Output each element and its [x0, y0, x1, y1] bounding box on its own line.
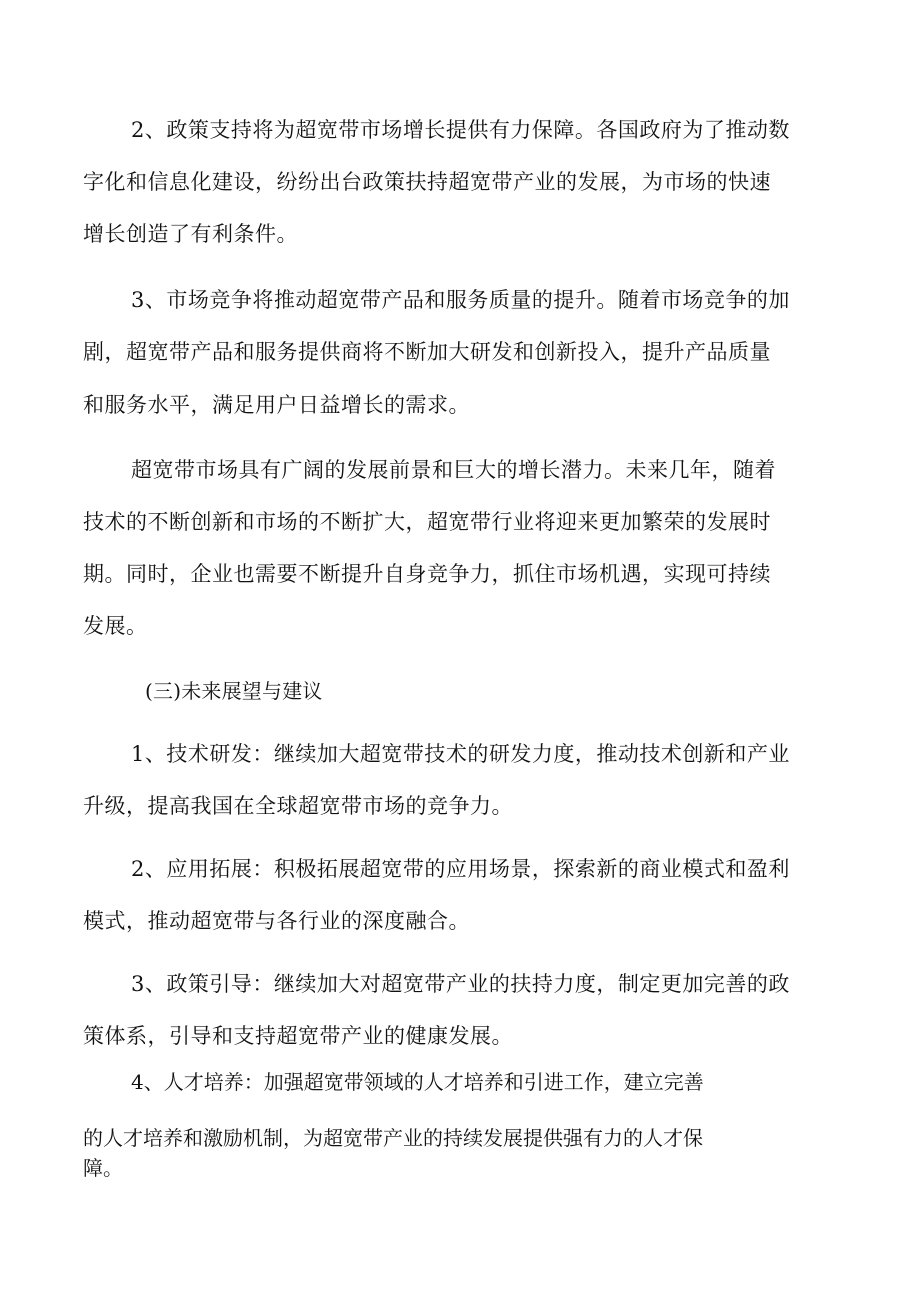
paragraph-3-line-2: 技术的不断创新和市场的不断扩大，超宽带行业将迎来更加繁荣的发展时: [83, 510, 771, 534]
item-4-line-3: 障。: [83, 1156, 123, 1180]
paragraph-1-line-2: 字化和信息化建设，纷纷出台政策扶持超宽带产业的发展，为市场的快速: [83, 170, 771, 194]
item-1-line-1: 1、技术研发：继续加大超宽带技术的研发力度，推动技术创新和产业: [131, 742, 790, 766]
item-2-line-2: 模式，推动超宽带与各行业的深度融合。: [83, 909, 470, 933]
item-4-line-1: 4、人才培养：加强超宽带领域的人才培养和引进工作，建立完善: [131, 1070, 704, 1094]
item-4-line-2: 的人才培养和激励机制，为超宽带产业的持续发展提供强有力的人才保: [83, 1126, 703, 1150]
section-heading: (三)未来展望与建议: [145, 679, 323, 703]
item-3-line-2: 策体系，引导和支持超宽带产业的健康发展。: [83, 1024, 513, 1048]
item-1-line-2: 升级，提高我国在全球超宽带市场的竞争力。: [83, 794, 513, 818]
paragraph-2-line-2: 剧，超宽带产品和服务提供商将不断加大研发和创新投入，提升产品质量: [83, 340, 771, 364]
paragraph-3-line-3: 期。同时，企业也需要不断提升自身竞争力，抓住市场机遇，实现可持续: [83, 562, 771, 586]
paragraph-2-line-1: 3、市场竞争将推动超宽带产品和服务质量的提升。随着市场竞争的加: [131, 288, 790, 312]
paragraph-1-line-3: 增长创造了有利条件。: [83, 222, 298, 246]
paragraph-3-line-1: 超宽带市场具有广阔的发展前景和巨大的增长潜力。未来几年，随着: [131, 458, 776, 482]
paragraph-1-line-1: 2、政策支持将为超宽带市场增长提供有力保障。各国政府为了推动数: [131, 118, 790, 142]
paragraph-3-line-4: 发展。: [83, 614, 148, 638]
paragraph-2-line-3: 和服务水平，满足用户日益增长的需求。: [83, 393, 470, 417]
item-2-line-1: 2、应用拓展：积极拓展超宽带的应用场景，探索新的商业模式和盈利: [131, 857, 790, 881]
item-3-line-1: 3、政策引导：继续加大对超宽带产业的扶持力度，制定更加完善的政: [131, 972, 790, 996]
